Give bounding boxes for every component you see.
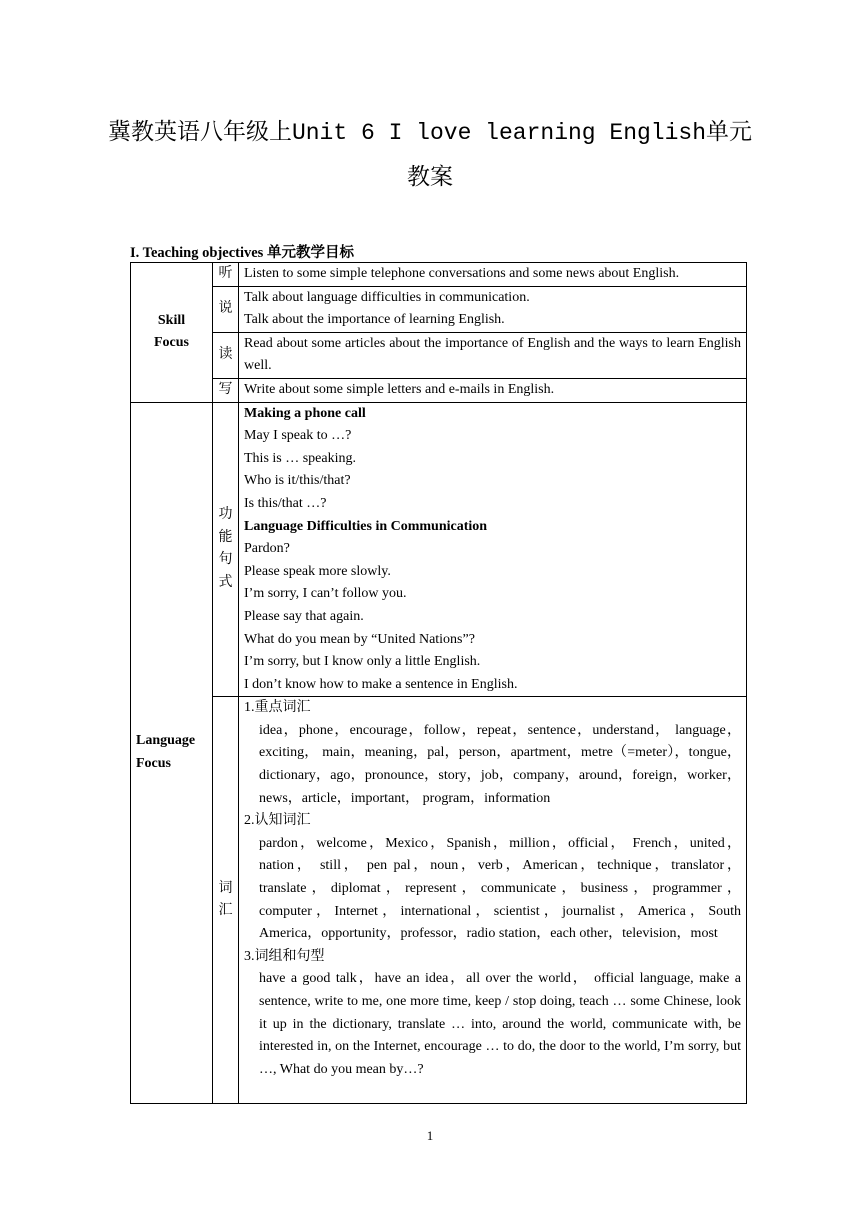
skill-writing-char: 写	[213, 378, 239, 402]
function-line: I’m sorry, I can’t follow you.	[244, 586, 407, 602]
language-label-line2: Focus	[136, 755, 171, 771]
function-char: 式	[218, 575, 233, 591]
vocab-section-body: idea，phone，encourage，follow，repeat，sentence，understand， language，exciting， main，meaning，pal，person，apartment，metre（=meter），tongue，dictionary，ago，pronounce，story，job，company，around，foreign，worker，news，article，important， program，information	[259, 722, 741, 806]
function-line: What do you mean by “United Nations”?	[244, 631, 475, 647]
vocabulary-label	[213, 697, 239, 1104]
function-line: I’m sorry, but I know only a little English.	[244, 654, 481, 670]
function-line: Pardon?	[244, 541, 290, 557]
function-line: Who is it/this/that?	[244, 473, 351, 489]
function-line: I don’t know how to make a sentence in English.	[244, 676, 518, 692]
vocab-section-heading: 2.认知词汇	[244, 813, 311, 829]
vocab-char: 汇	[218, 903, 233, 919]
title-en-part: Unit 6 I love learning English	[291, 120, 707, 146]
title-line-2: 教案	[407, 164, 453, 189]
objectives-table	[130, 262, 747, 1104]
section-heading: I. Teaching objectives 单元教学目标	[130, 245, 354, 261]
document-title	[100, 110, 760, 199]
vocab-section-body: pardon，welcome，Mexico，Spanish，million，official， French，united，nation， still， pen pal，noun，verb，American，technique，translator，translate，diplomat，represent，communicate，business，programmer，computer，Internet，international，scientist，journalist，America，South America，opportunity，professor，radio station，each other，television，most	[259, 835, 741, 942]
function-sentences-label	[213, 402, 239, 697]
skill-label-line2: Focus	[154, 335, 189, 351]
function-char: 能	[218, 529, 233, 545]
skill-speaking-line: Talk about the importance of learning English.	[244, 312, 505, 328]
skill-listening-char: 听	[213, 263, 239, 287]
function-line: Please speak more slowly.	[244, 563, 391, 579]
skill-focus-label	[131, 263, 213, 403]
vocab-section-heading: 1.重点词汇	[244, 700, 311, 716]
title-line-1	[100, 110, 760, 155]
language-label-line1: Language	[136, 733, 196, 749]
skill-writing-text	[239, 378, 747, 402]
skill-speaking-line: Talk about language difficulties in communication.	[244, 289, 530, 305]
function-heading: Making a phone call	[244, 405, 366, 421]
language-focus-label	[131, 402, 213, 1104]
skill-reading-char: 读	[213, 332, 239, 378]
skill-label-line1: Skill	[157, 312, 186, 328]
skill-listening-text	[239, 263, 747, 287]
skill-listening-line: Listen to some simple telephone conversations and some news about English.	[244, 266, 680, 281]
skill-reading-text	[239, 332, 747, 378]
title-cn-part1: 冀教英语八年级上	[107, 119, 292, 144]
function-line: Is this/that …?	[244, 495, 327, 511]
vocab-section-body: have a good talk，have an idea，all over the world， official language, make a sentence, write to me, one more time, keep / stop doing, teach … some Chinese, look it up in the dictionary, translate … into, around the world, communicate with, be interested in, on the Internet, encourage … to do, the door to the world, I’m sorry, but …, What do you mean by…?	[259, 971, 741, 1077]
function-heading: Language Difficulties in Communication	[244, 518, 488, 534]
skill-writing-line: Write about some simple letters and e-mails in English.	[244, 381, 555, 397]
function-char: 功	[218, 507, 233, 523]
title-cn-part2: 单元	[706, 119, 753, 144]
skill-speaking-text	[239, 286, 747, 332]
skill-reading-line: Read about some articles about the importance of English and the ways to learn English well.	[244, 335, 741, 374]
function-sentences-content	[239, 402, 747, 697]
vocab-char: 词	[218, 880, 233, 896]
vocabulary-content	[239, 697, 747, 1104]
function-line: May I speak to …?	[244, 428, 352, 444]
skill-speaking-char: 说	[213, 286, 239, 332]
vocab-section-heading: 3.词组和句型	[244, 948, 325, 964]
function-line: This is … speaking.	[244, 450, 356, 466]
page-number: 1	[426, 1128, 434, 1143]
function-char: 句	[218, 552, 233, 568]
function-line: Please say that again.	[244, 608, 364, 624]
